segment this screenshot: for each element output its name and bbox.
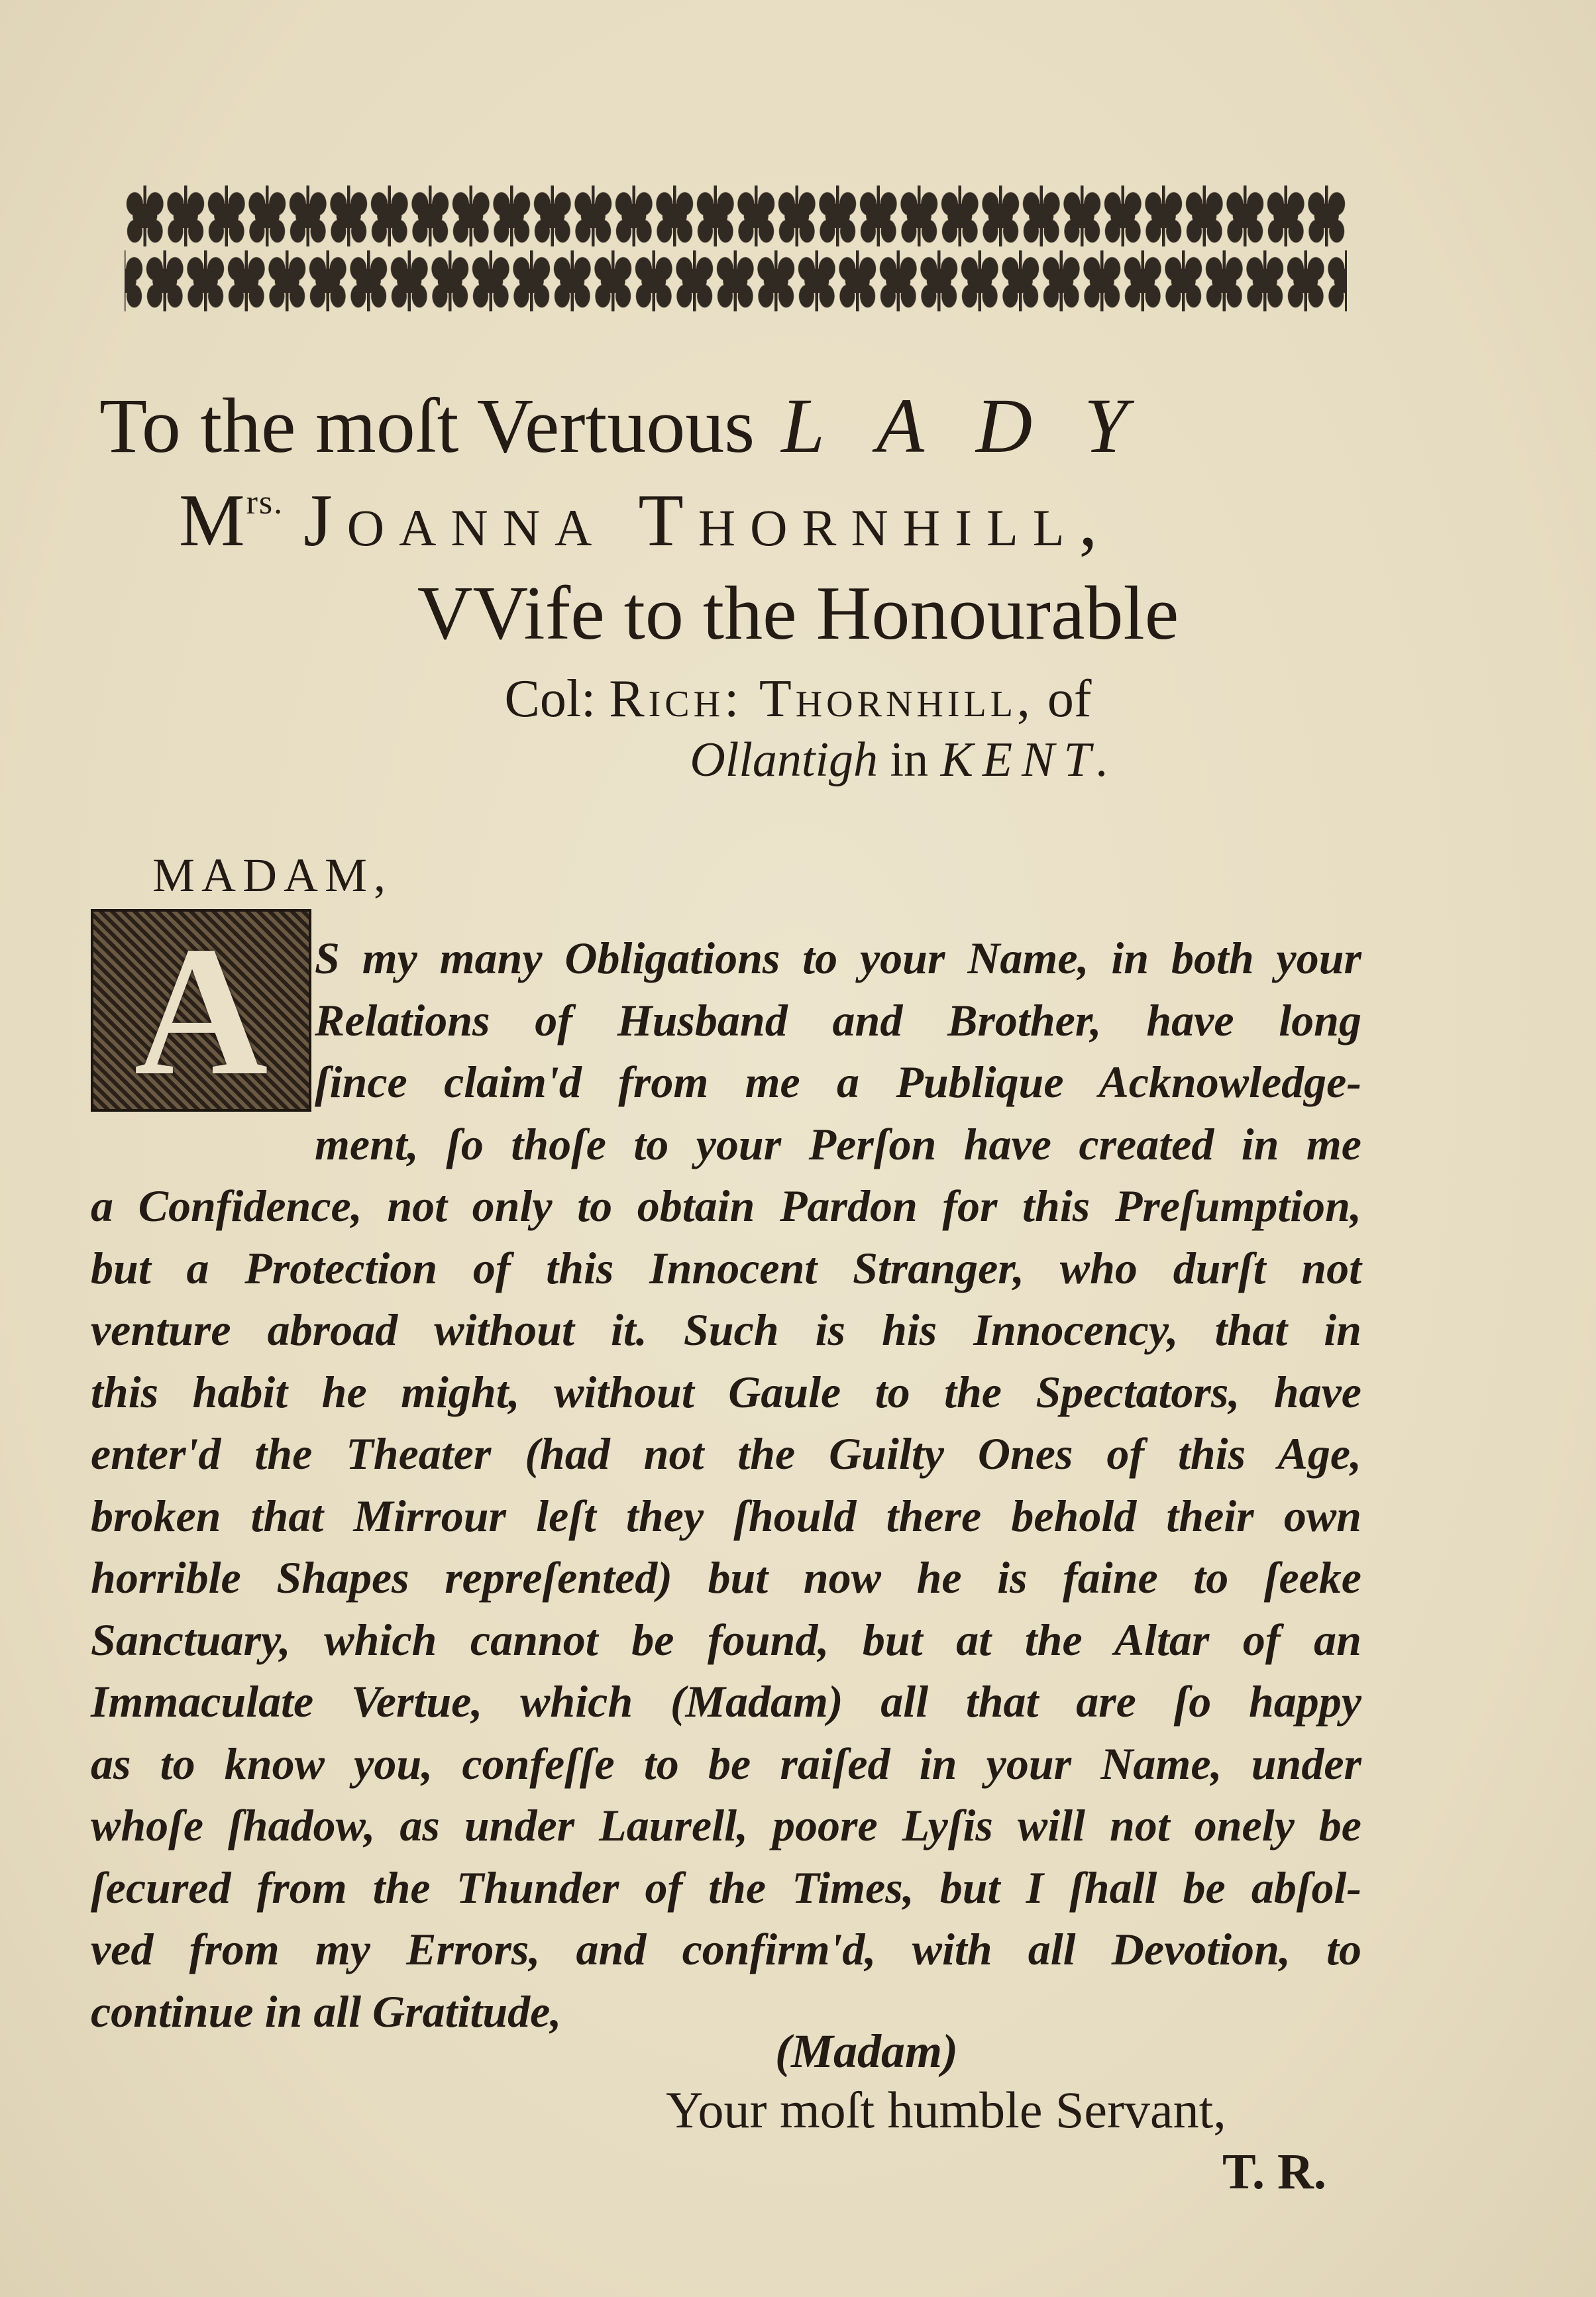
body-line: as to know you, confeſſe to be raiſed in your Name, under [91, 1738, 1361, 1789]
drop-cap-letter: A [134, 907, 268, 1114]
body-line: ſince claim'd from me a Publique Acknowledge- [315, 1057, 1361, 1107]
heading-husband-name: Rich: Thornhill, [609, 670, 1034, 728]
body-line: whoſe ſhadow, as under Laurell, poore Lyſis will not onely be [91, 1800, 1361, 1850]
body-line: ment, ſo thoſe to your Perſon have created in me [315, 1118, 1361, 1169]
heading-of: of [1034, 670, 1092, 728]
heading-text: To the moſt Vertuous [99, 382, 755, 469]
body-line: ved from my Errors, and confirm'd, with all Devotion, to [91, 1924, 1361, 1974]
heading-lady: LADY [781, 382, 1179, 469]
body-line: broken that Mirrour leſt they ſhould there behold their own [91, 1490, 1361, 1541]
body-line: Relations of Husband and Brother, have long [315, 994, 1361, 1045]
body-line: this habit he might, without Gaule to the Spectators, have [91, 1366, 1361, 1417]
heading-title: M [179, 480, 246, 562]
body-line: a Confidence, not only to obtain Pardon for this Preſumption, [91, 1181, 1361, 1231]
body-line: Sanctuary, which cannot be found, but at the Altar of an [91, 1614, 1361, 1665]
heading-in: in [878, 733, 941, 787]
ornamental-border-bottom [125, 250, 1347, 311]
body-line: continue in all Gratitude, [91, 1986, 562, 2037]
dedication-heading-line3: VVife to the Honourable [417, 571, 1179, 656]
heading-place: Ollantigh [690, 733, 878, 787]
heading-name: Joanna Thornhill, [303, 480, 1112, 562]
heading-rank: Col: [504, 670, 610, 728]
salutation: MADAM, [152, 849, 393, 902]
signature-initials: T. R. [1222, 2144, 1326, 2200]
dedication-heading-line4 [0, 669, 1596, 729]
heading-title-sup: rs. [246, 484, 284, 521]
body-line: horrible Shapes repreſented) but now he is faine to ſeeke [91, 1552, 1361, 1603]
body-line: but a Protection of this Innocent Stranger, who durſt not [91, 1242, 1361, 1293]
body-line: enter'd the Theater (had not the Guilty Ones of this Age, [91, 1428, 1361, 1479]
dedication-heading-line2 [179, 478, 1112, 564]
dedication-heading-line5 [212, 732, 1596, 788]
heading-county: KENT. [940, 733, 1118, 787]
dedication-heading-line1 [99, 381, 1179, 471]
ornamental-border-top [125, 186, 1347, 246]
letter-body [91, 901, 1361, 2043]
body-line: ſecured from the Thunder of the Times, but I ſhall be abſol- [91, 1862, 1361, 1913]
body-line: Immaculate Vertue, which (Madam) all that are ſo happy [91, 1676, 1361, 1727]
closing-address: (Madam) [775, 2025, 958, 2078]
body-line: venture abroad without it. Such is his Innocency, that in [91, 1305, 1361, 1355]
body-line: S my many Obligations to your Name, in both your [315, 933, 1361, 983]
signoff: Your moſt humble Servant, [666, 2081, 1226, 2139]
